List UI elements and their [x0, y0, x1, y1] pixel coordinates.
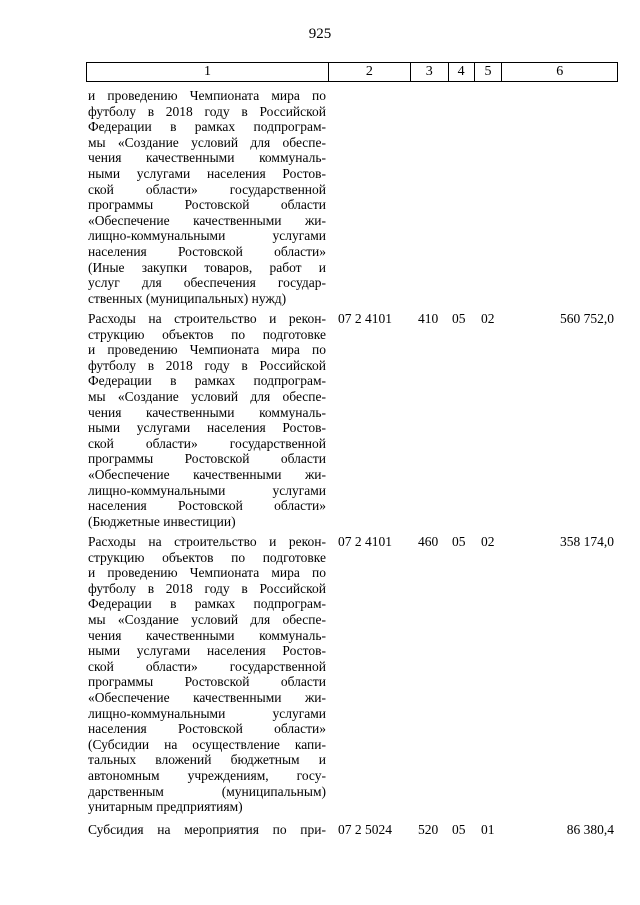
- section: 05: [452, 534, 466, 549]
- description-line: «Обеспечение качественными жи-: [88, 689, 326, 705]
- description-line: мы «Создание условий для обеспе-: [88, 134, 326, 150]
- description-line: населения Ростовской области»: [88, 498, 326, 514]
- description-line: унитарным предприятиям): [88, 799, 243, 815]
- description-line: населения Ростовской области»: [88, 243, 326, 259]
- description-line: «Обеспечение качественными жи-: [88, 466, 326, 482]
- description-line: струкцию объектов по подготовке: [88, 549, 326, 565]
- description-line: услуг для обеспечения государ-: [88, 275, 326, 291]
- description-line: населения Ростовской области»: [88, 721, 326, 737]
- description-line: футболу в 2018 году в Российской: [88, 103, 326, 119]
- budget-code: 07 2 4101: [338, 311, 392, 326]
- description-line: мы «Создание условий для обеспе-: [88, 388, 326, 404]
- header-col-5: 5: [475, 63, 503, 81]
- description-line: струкцию объектов по подготовке: [88, 326, 326, 342]
- description-line: ными услугами населения Ростов-: [88, 420, 326, 436]
- subsection: 02: [481, 311, 495, 326]
- header-col-3: 3: [411, 63, 449, 81]
- description-line: (Субсидии на осуществление капи-: [88, 736, 326, 752]
- description-line: лищно-коммунальными услугами: [88, 482, 326, 498]
- description-line: (Бюджетные инвестиции): [88, 513, 236, 529]
- expense-type: 410: [418, 311, 439, 326]
- description-line: «Обеспечение качественными жи-: [88, 212, 326, 228]
- description-line: программы Ростовской области: [88, 197, 326, 213]
- description-line: чения качественными коммуналь-: [88, 627, 326, 643]
- description-line: чения качественными коммуналь-: [88, 404, 326, 420]
- header-col-2: 2: [329, 63, 411, 81]
- row-description: [88, 534, 326, 815]
- description-line: ской области» государственной: [88, 435, 326, 451]
- description-line: футболу в 2018 году в Российской: [88, 357, 326, 373]
- description-line: и проведению Чемпионата мира по: [88, 342, 326, 358]
- description-line: программы Ростовской области: [88, 451, 326, 467]
- page-number: 925: [308, 26, 332, 42]
- description-line: ственных (муниципальных) нужд): [88, 290, 287, 306]
- description-line: и проведению Чемпионата мира по: [88, 565, 326, 581]
- header-col-6: 6: [556, 64, 564, 79]
- description-line: лищно-коммунальными услугами: [88, 705, 326, 721]
- amount: 358 174,0: [560, 534, 614, 549]
- description-line: и проведению Чемпионата мира по: [88, 88, 326, 103]
- expense-type: 520: [418, 822, 439, 837]
- row-description: [88, 311, 326, 529]
- description-line: программы Ростовской области: [88, 674, 326, 690]
- expense-type: 460: [418, 534, 439, 549]
- description-line: Федерации в рамках подпрограм-: [88, 373, 326, 389]
- description-line: ской области» государственной: [88, 658, 326, 674]
- description-line: дарственным (муниципальным): [88, 783, 326, 799]
- description-line: тальных вложений бюджетным и: [88, 752, 326, 768]
- subsection: 01: [481, 822, 495, 837]
- row-description: [88, 88, 326, 306]
- description-line: ными услугами населения Ростов-: [88, 643, 326, 659]
- description-line: ными услугами населения Ростов-: [88, 165, 326, 181]
- budget-code: 07 2 4101: [338, 534, 392, 549]
- header-col-1: 1: [87, 63, 329, 81]
- description-line: футболу в 2018 году в Российской: [88, 580, 326, 596]
- budget-code: 07 2 5024: [338, 822, 392, 837]
- description-line: Федерации в рамках подпрограм-: [88, 119, 326, 135]
- header-col-4: 4: [449, 63, 475, 81]
- subsection: 02: [481, 534, 495, 549]
- amount: 86 380,4: [566, 822, 614, 837]
- table-header: [86, 62, 618, 82]
- description-line: чения качественными коммуналь-: [88, 150, 326, 166]
- description-line: Расходы на строительство и рекон-: [88, 534, 326, 549]
- description-line: лищно-коммунальными услугами: [88, 228, 326, 244]
- description-line: Федерации в рамках подпрограм-: [88, 596, 326, 612]
- description-line: (Иные закупки товаров, работ и: [88, 259, 326, 275]
- description-line: мы «Создание условий для обеспе-: [88, 611, 326, 627]
- description-line: автономным учреждениям, госу-: [88, 767, 326, 783]
- section: 05: [452, 822, 466, 837]
- description-line: Субсидия на мероприятия по при-: [88, 822, 326, 837]
- row-description: [88, 822, 326, 838]
- description-line: ской области» государственной: [88, 181, 326, 197]
- amount: 560 752,0: [560, 311, 614, 326]
- description-line: Расходы на строительство и рекон-: [88, 311, 326, 326]
- section: 05: [452, 311, 466, 326]
